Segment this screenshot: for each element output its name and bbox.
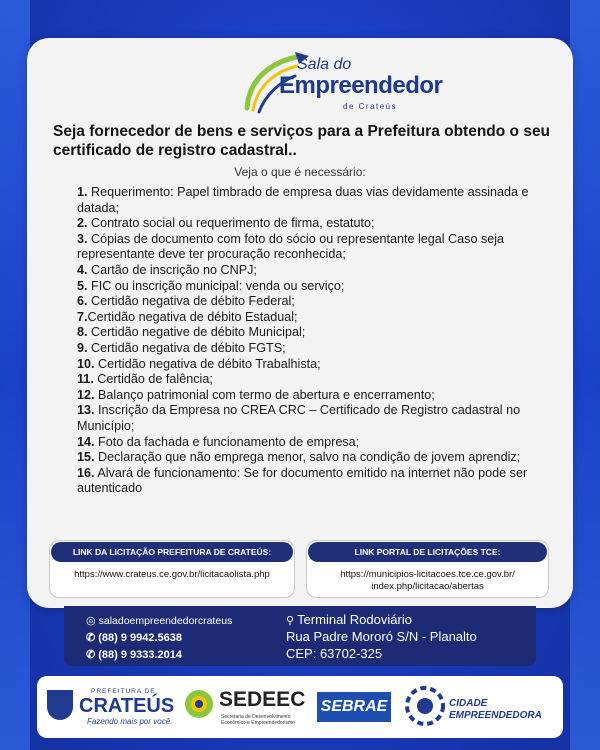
location-pin-icon: ⚲ [286,615,295,627]
tce-link-box[interactable] [306,540,549,598]
sala-do-empreendedor-logo [239,50,443,116]
requirement-item: 3. Cópias de documento com foto do sócio ou representante legal Caso seja representante deve ter procuração reconhecida; [77,231,505,262]
cep-line: CEP: 63702-325 [286,646,383,661]
contact-panel [64,606,536,666]
tce-link-url[interactable]: https://municipios-licitacoes.tce.ce.gov.br/ index.php/licitacao/abertas [340,569,515,592]
instagram-handle: saladoempreendedorcrateus [98,615,233,627]
cidade-empreendedora-logo: CIDADE EMPREENDEDORA [403,684,559,730]
left-edge-glow [0,0,30,750]
requirement-item: 9. Certidão negativa de débito FGTS; [77,340,286,355]
requirement-item: 6. Certidão negativa de débito Federal; [77,294,295,309]
whatsapp-icon: ✆ [86,632,96,644]
requirement-item: 4. Cartão de inscrição no CNPJ; [77,262,257,277]
brand-line1: Sala do [297,56,352,73]
requirements-list [77,185,547,497]
phone1: (88) 9 9942.5638 [98,632,183,644]
instagram-line[interactable] [86,614,232,627]
phone2: (88) 9 9333.2014 [98,649,183,661]
info-card [27,38,573,608]
brand-line2: Empreendedor [279,72,443,99]
requirement-item: 5. FIC ou inscrição municipal: venda ou serviço; [77,278,345,293]
requirement-item: 1. Requerimento: Papel timbrado de empresa duas vias devidamente assinada e datada; [77,185,529,215]
crateus-shield-icon [47,690,73,720]
requirement-item: 12. Balanço patrimonial com termo de abertura e encerramento; [77,387,435,402]
requirement-item: 16. Alvará de funcionamento: Se for documento emitido na internet não pode ser autenticado [77,465,528,496]
requirement-item: 10. Certidão negativa de débito Trabalhista; [77,356,321,371]
requirement-item: 11. Certidão de falência; [77,372,213,387]
requirement-item: 14. Foto da fachada e funcionamento de empresa; [77,434,360,449]
address-line1: ⚲ Terminal Rodoviário [286,612,412,627]
sedeec-logo: SEDEEC Secretaria de Desenvolvimento Econômico e Empreendedorismo [183,686,313,730]
prefeitura-link-box[interactable] [49,540,295,598]
requirement-item: 13. Inscrição da Empresa no CREA CRC – Certificado de Registro cadastral no Município; [77,403,521,433]
prefeitura-link-url[interactable]: https://www.crateus.ce.gov.br/licitacaolista.php [74,569,270,580]
requirement-item: 2. Contrato social ou requerimento de firma, estatuto; [77,216,375,231]
headline: Seja fornecedor de bens e serviços para a Prefeitura obtendo o seu certificado de registro cadastral.. [53,123,551,159]
requirement-item: 8. Certidão negative de débito Municipal; [77,325,306,340]
partners-footer [37,676,563,738]
requirement-item: 15. Declaração que não emprega menor, salvo na condição de jovem aprendiz; [77,450,521,465]
prefeitura-crateus-logo: PREFEITURA DE CRATEÚS Fazendo mais por você. [47,686,177,730]
tce-link-title: LINK PORTAL DE LICITAÇÕES TCE: [308,542,547,562]
address-line2: Rua Padre Mororó S/N - Planalto [286,629,477,644]
prefeitura-link-title: LINK DA LICITAÇÃO PREFEITURA DE CRATEÚS: [51,542,293,562]
whatsapp-icon: ✆ [86,649,96,661]
phone1-line[interactable] [86,631,182,644]
subhead: Veja o que é necessário: [234,165,366,179]
sedeec-badge-icon [183,688,215,720]
brand-line3: de Crateús [343,102,398,111]
cidade-empreendedora-icon [403,684,447,728]
sebrae-logo: SEBRAE [317,688,395,726]
instagram-icon: ◎ [86,615,96,627]
right-edge-glow [570,0,600,750]
requirement-item: 7.Certidão negativa de débito Estadual; [77,309,298,324]
phone2-line[interactable] [86,648,182,661]
